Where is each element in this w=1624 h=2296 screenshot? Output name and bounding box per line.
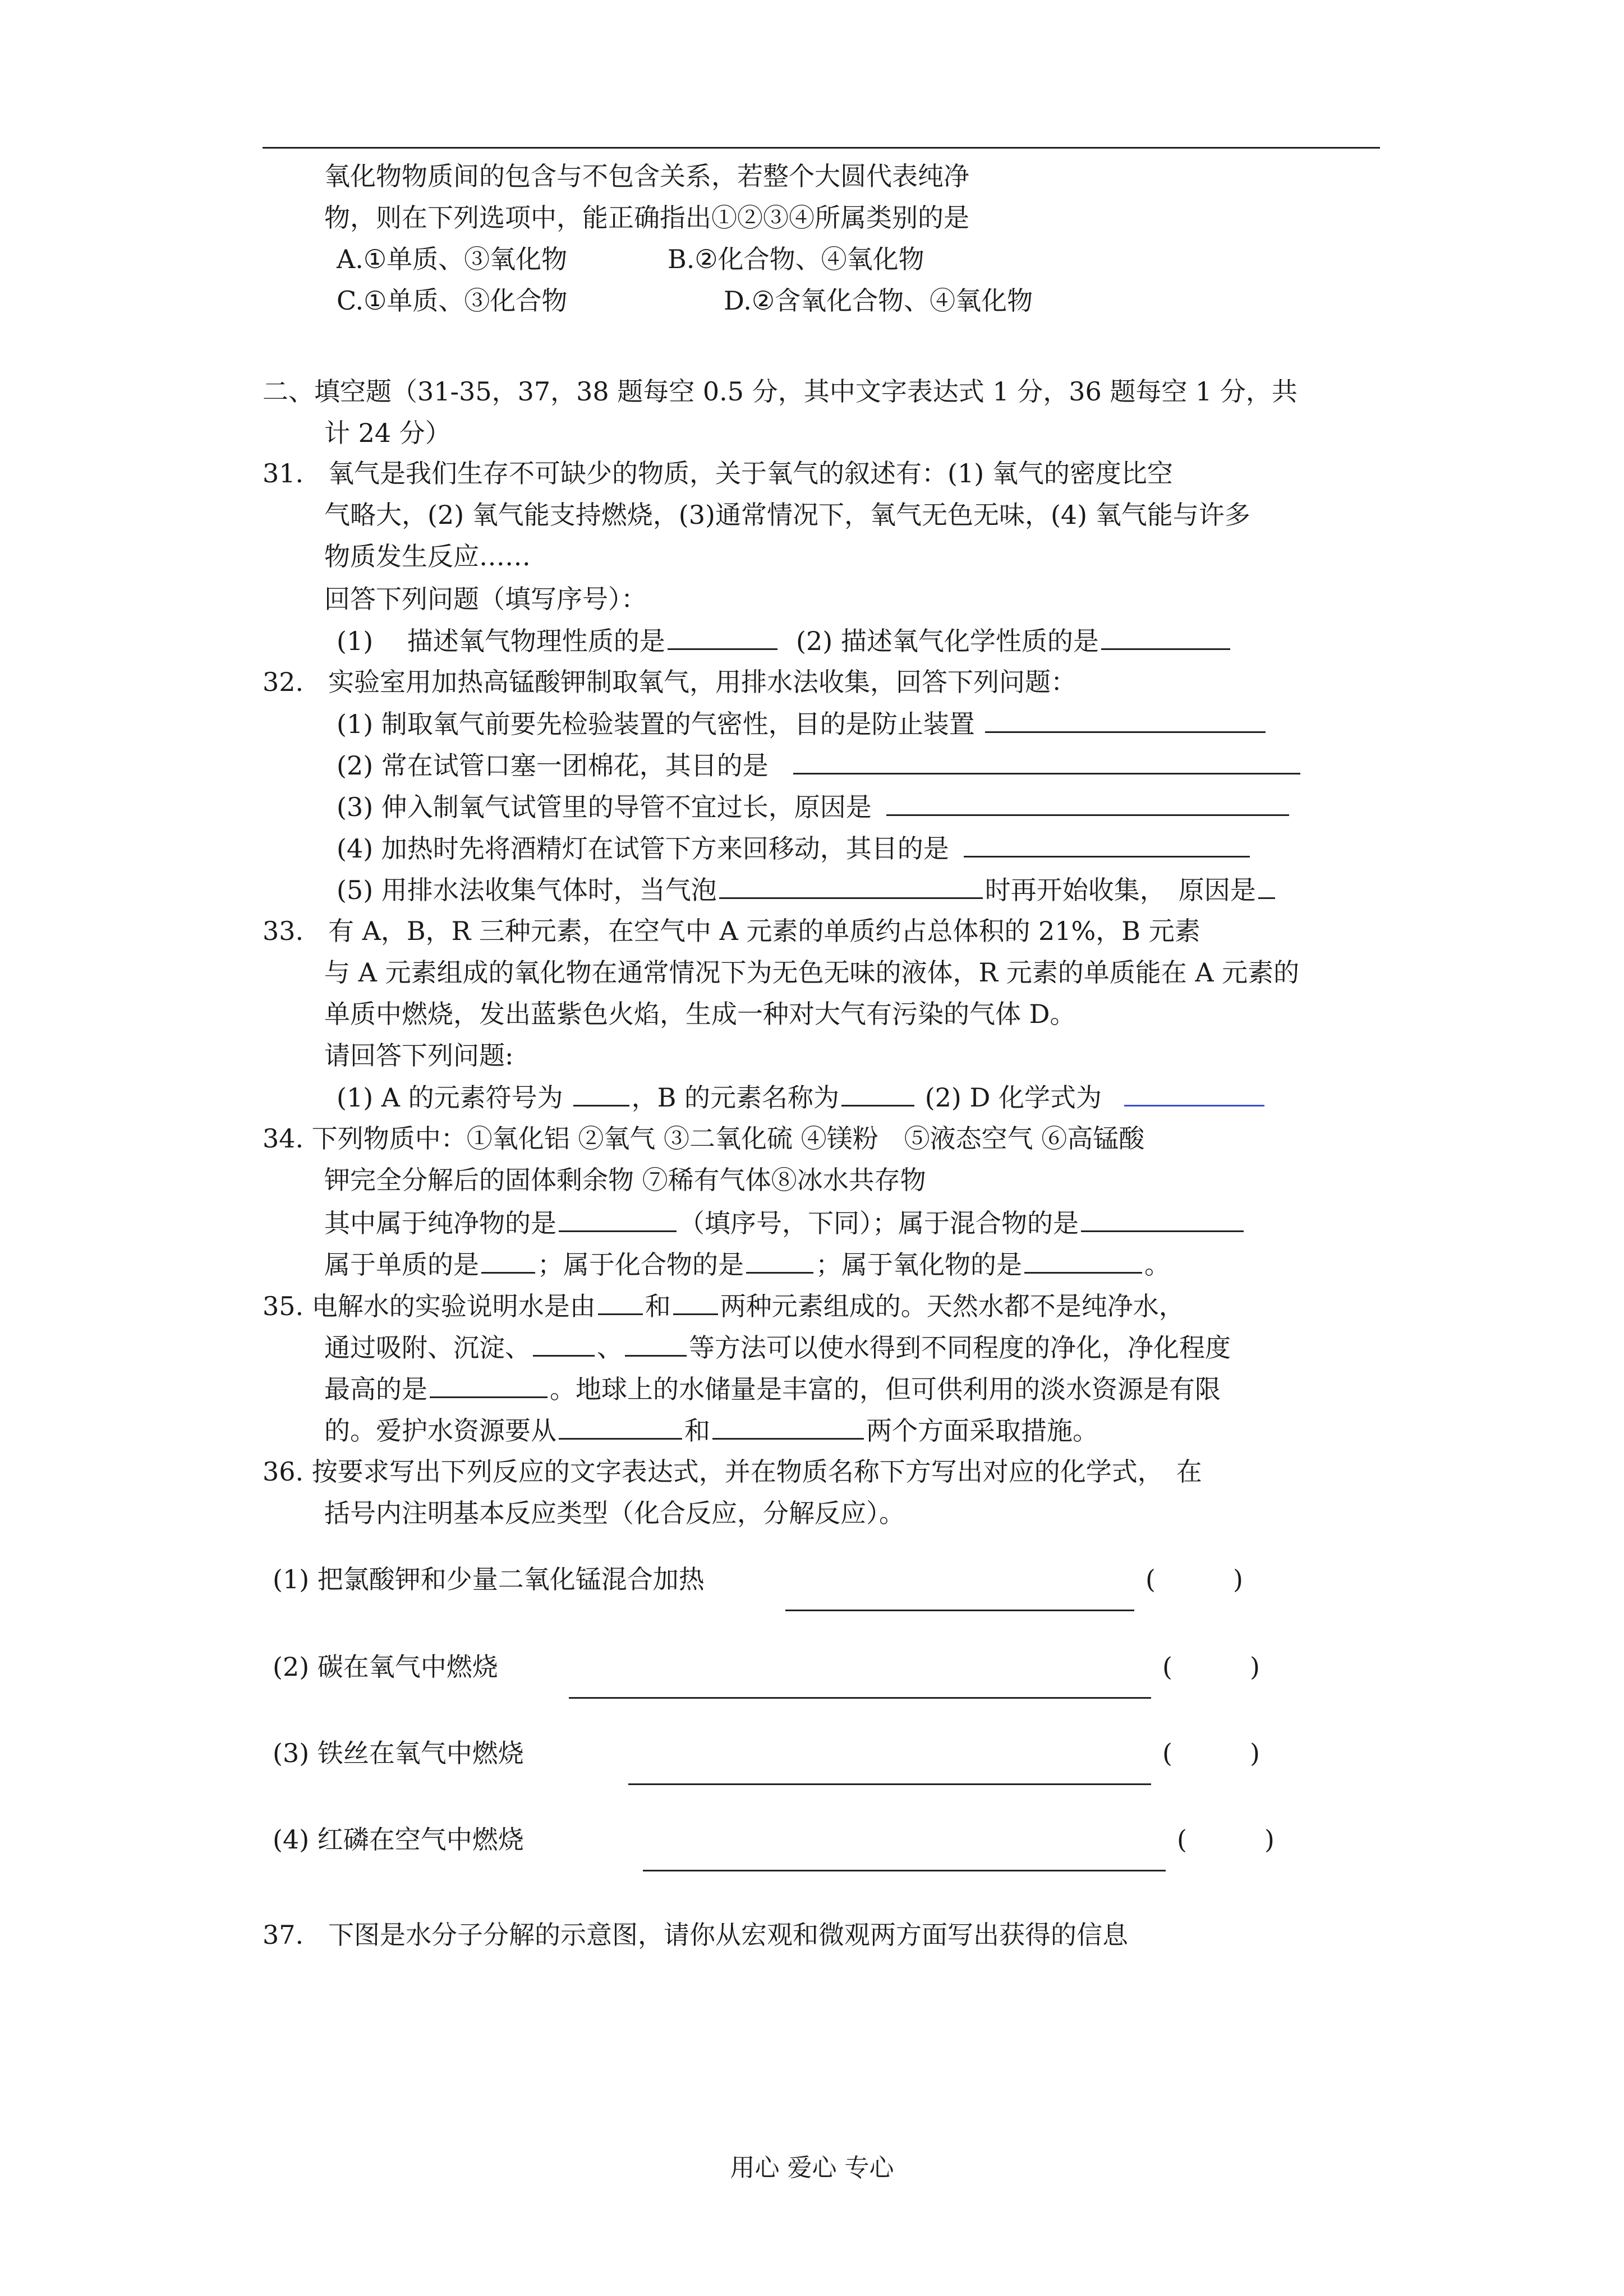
q31-line2: 气略大，(2) 氧气能支持燃烧，(3)通常情况下，氧气无色无味，(4) 氧气能与许多	[324, 500, 1250, 530]
q32-sub4-blank[interactable]	[964, 831, 1250, 857]
q36-reaction1-blank[interactable]	[785, 1585, 1134, 1611]
q32-sub3-blank[interactable]	[886, 790, 1289, 816]
q36-reaction2-blank[interactable]	[569, 1672, 1151, 1699]
q30-line1: 氧化物物质间的包含与不包含关系，若整个大圆代表纯净	[324, 161, 969, 191]
q30-option-b: B.②化合物、④氧化物	[668, 244, 924, 274]
q36-stem: 按要求写出下列反应的文字表达式，并在物质名称下方写出对应的化学式， 在	[311, 1456, 1202, 1487]
q34-compound-blank[interactable]	[746, 1247, 813, 1274]
q32-sub1-blank[interactable]	[985, 707, 1266, 733]
q32-sub4-label: (4) 加热时先将酒精灯在试管下方来回移动，其目的是	[337, 833, 949, 864]
q31-line3: 物质发生反应……	[324, 541, 531, 571]
q31-sub1-blank[interactable]	[668, 624, 778, 650]
q34-line4	[324, 1247, 1170, 1281]
q33-sub-b-label: ，B 的元素名称为	[631, 1082, 840, 1113]
q36-reaction4-label: (4) 红磷在空气中燃烧	[273, 1824, 524, 1855]
q35-text-i: 的。爱护水资源要从	[324, 1416, 556, 1446]
q34-element-label: 属于单质的是	[324, 1250, 479, 1280]
q36-line1	[263, 1455, 1202, 1488]
q33-line3: 单质中燃烧，发出蓝紫色火焰，生成一种对大气有污染的气体 D。	[324, 999, 1076, 1029]
section2-heading-line2: 计 24 分）	[324, 418, 451, 448]
q34-line1	[263, 1122, 1144, 1155]
q35-text-j: 和	[684, 1416, 710, 1446]
q32-sub3	[337, 790, 1291, 824]
q35-text-g: 最高的是	[324, 1374, 427, 1404]
q32-stem: 实验室用加热高锰酸钾制取氧气，用排水法收集，回答下列问题：	[328, 667, 1077, 697]
q31-sub-questions	[337, 624, 1232, 658]
q34-number: 34.	[263, 1123, 304, 1154]
q31-line4: 回答下列问题（填写序号）：	[324, 584, 647, 614]
q32-sub5-blank2[interactable]	[1258, 873, 1275, 899]
q33-formula-blank[interactable]	[1124, 1080, 1264, 1106]
q35-text-f: 等方法可以使水得到不同程度的净化，净化程度	[689, 1333, 1231, 1363]
q37-line1	[263, 1918, 1128, 1952]
q31-sub1-label: (1) 描述氧气物理性质的是	[337, 626, 665, 656]
q32-line1	[263, 665, 1076, 699]
q36-reaction2-label: (2) 碳在氧气中燃烧	[273, 1652, 498, 1682]
q30-option-c: C.①单质、③化合物	[337, 285, 568, 316]
q35-line4	[324, 1413, 1098, 1447]
q35-text-b: 和	[645, 1291, 671, 1321]
q31-sub2-label: (2) 描述氧气化学性质的是	[796, 626, 1099, 656]
q35-method2-blank[interactable]	[625, 1330, 687, 1357]
page-footer: 用心 爱心 专心	[730, 2154, 894, 2182]
q36-reaction2-type[interactable]: ( )	[1162, 1652, 1260, 1682]
q33-line2: 与 A 元素组成的氧化物在通常情况下为无色无味的液体，R 元素的单质能在 A 元素的	[324, 957, 1300, 988]
q35-method1-blank[interactable]	[533, 1330, 595, 1357]
q32-sub1	[337, 707, 1268, 741]
q34-period: 。	[1144, 1250, 1170, 1280]
q32-sub1-label: (1) 制取氧气前要先检验装置的气密性，目的是防止装置	[337, 709, 975, 739]
q35-text-a: 电解水的实验说明水是由	[311, 1291, 596, 1321]
q33-stem: 有 A，B，R 三种元素，在空气中 A 元素的单质约占总体积的 21%，B 元素	[328, 916, 1200, 946]
q34-pure-blank[interactable]	[559, 1206, 677, 1232]
q33-sub-c-label: (2) D 化学式为	[924, 1082, 1102, 1113]
q32-sub2-blank[interactable]	[793, 748, 1300, 774]
q31-number: 31.	[263, 458, 304, 488]
q34-mixture-blank[interactable]	[1081, 1206, 1244, 1232]
q36-reaction3-type[interactable]: ( )	[1162, 1738, 1260, 1768]
q32-sub5-blank1[interactable]	[719, 873, 983, 899]
q36-number: 36.	[263, 1456, 304, 1487]
q35-line1	[263, 1289, 1185, 1323]
q35-number: 35.	[263, 1291, 304, 1321]
q36-reaction4-type[interactable]: ( )	[1177, 1824, 1275, 1855]
q30-option-a: A.①单质、③氧化物	[337, 244, 568, 274]
q34-line2: 钾完全分解后的固体剩余物 ⑦稀有气体⑧冰水共存物	[324, 1165, 926, 1195]
q36-reaction3-blank[interactable]	[628, 1759, 1151, 1785]
q35-text-k: 两个方面采取措施。	[866, 1416, 1098, 1446]
q36-line2: 括号内注明基本反应类型（化合反应，分解反应）。	[324, 1498, 905, 1528]
q35-text-h: 。地球上的水储量是丰富的，但可供利用的淡水资源是有限	[550, 1374, 1221, 1404]
q35-element2-blank[interactable]	[673, 1289, 718, 1315]
q34-compound-label: ；属于化合物的是	[537, 1250, 744, 1280]
q33-sub-questions	[337, 1080, 1267, 1114]
q30-line2: 物，则在下列选项中，能正确指出①②③④所属类别的是	[324, 202, 969, 233]
q33-line4: 请回答下列问题:	[324, 1040, 514, 1071]
q35-text-e: 、	[597, 1333, 623, 1363]
q34-oxide-blank[interactable]	[1024, 1247, 1142, 1274]
q37-stem: 下图是水分子分解的示意图，请你从宏观和微观两方面写出获得的信息	[328, 1920, 1129, 1950]
q34-stem: 下列物质中：①氧化铝 ②氧气 ③二氧化硫 ④镁粉 ⑤液态空气 ⑥高锰酸	[311, 1123, 1145, 1154]
q35-text-d: 通过吸附、沉淀、	[324, 1333, 531, 1363]
q32-sub2-label: (2) 常在试管口塞一团棉花，其目的是	[337, 750, 769, 781]
q32-sub5	[337, 873, 1277, 907]
q34-line3	[324, 1206, 1246, 1240]
q35-aspect2-blank[interactable]	[712, 1413, 864, 1440]
q34-oxide-label: ；属于氧化物的是	[816, 1250, 1022, 1280]
q33-name-blank[interactable]	[841, 1080, 914, 1106]
q30-option-d: D.②含氧化合物、④氧化物	[724, 285, 1033, 316]
q31-sub2-blank[interactable]	[1101, 624, 1230, 650]
header-rule	[263, 147, 1380, 149]
q36-reaction3-label: (3) 铁丝在氧气中燃烧	[273, 1738, 524, 1768]
q31-line1	[263, 457, 1173, 490]
q32-sub5-label-a: (5) 用排水法收集气体时，当气泡	[337, 875, 717, 905]
q31-stem: 氧气是我们生存不可缺少的物质，关于氧气的叙述有：(1) 氧气的密度比空	[328, 458, 1173, 488]
q36-reaction1-label: (1) 把氯酸钾和少量二氧化锰混合加热	[273, 1564, 705, 1594]
q35-element1-blank[interactable]	[598, 1289, 643, 1315]
q32-sub2	[337, 748, 1303, 782]
q35-aspect1-blank[interactable]	[559, 1413, 682, 1440]
q36-reaction4-blank[interactable]	[643, 1845, 1166, 1871]
q32-number: 32.	[263, 667, 304, 697]
q34-pure-label: 其中属于纯净物的是	[324, 1208, 556, 1238]
q32-sub5-label-b: 时再开始收集， 原因是	[984, 875, 1256, 905]
q33-sub-a-label: (1) A 的元素符号为	[337, 1082, 563, 1113]
section2-heading-line1: 二、填空题（31-35，37，38 题每空 0.5 分，其中文字表达式 1 分，36 题每空 1 分，共	[263, 376, 1298, 407]
q33-symbol-blank[interactable]	[573, 1080, 629, 1106]
q35-highest-blank[interactable]	[430, 1372, 548, 1398]
q33-line1	[263, 914, 1200, 948]
q37-number: 37.	[263, 1920, 304, 1950]
q34-element-blank[interactable]	[481, 1247, 535, 1274]
q35-line2	[324, 1330, 1231, 1364]
q35-line3	[324, 1372, 1221, 1406]
q35-text-c: 两种元素组成的。天然水都不是纯净水，	[720, 1291, 1185, 1321]
q33-number: 33.	[263, 916, 304, 946]
q32-sub3-label: (3) 伸入制氧气试管里的导管不宜过长，原因是	[337, 792, 872, 822]
q34-mixture-label: （填序号，下同）；属于混合物的是	[679, 1208, 1079, 1238]
q36-reaction1-type[interactable]: ( )	[1145, 1564, 1243, 1594]
q32-sub4	[337, 831, 1252, 865]
